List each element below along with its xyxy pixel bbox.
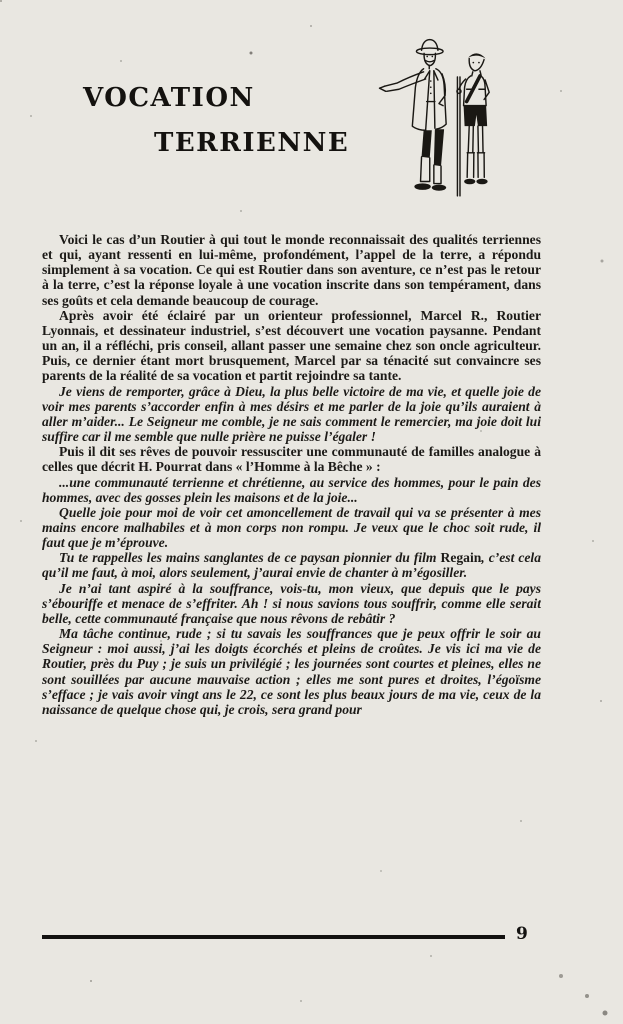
- paragraph: [42, 308, 541, 384]
- paragraph-segment: , c’est cela qu’il me faut, à moi, alors seulement, j’aurai envie de chanter à m’égosiller.: [42, 550, 541, 581]
- paragraph-segment: Regain: [440, 550, 482, 566]
- paragraph: [42, 581, 541, 626]
- page-title-line1: VOCATION: [83, 83, 255, 113]
- paragraph-segment: Je viens de remporter, grâce à Dieu, la plus belle victoire de ma vie, et quelle joie de voir mes parents s’accorder enfin à mes désirs et me parler de la joie qu’ils auraient à aller m’aider... Le Seigneur me comble, je ne sais comment le remercier, ma joie doit lui suffire car il me semble que nulle prière ne puisse l’égaler !: [42, 383, 541, 445]
- paragraph-segment: Voici le cas d’un Routier à qui tout le monde reconnaissait des qualités terriennes et qui, ayant ressenti en lui-même, profondément, l’appel de la terre, a répondu simplement à sa vocation. Ce qui est Routier dans son aventure, ce n’est pas le retour à la terre, c’est la réponse loyale à une vocation inscrite dans son tempérament, dans ses goûts et cela demande beaucoup de courage.: [42, 232, 541, 308]
- page-title-line2: TERRIENNE: [154, 128, 350, 158]
- paragraph: [42, 626, 541, 717]
- paragraph-segment: Ma tâche continue, rude ; si tu savais les souffrances que je peux offrir le soir au Seigneur : moi aussi, j’ai les doigts écorchés et pleins de croûtes. Je vis ici ma vie de Routier, près du Puy ; je suis un privilégié ; les journées sont courtes et pleines, elles ne sont souillées par aucune mauvaise action ; elles me sont pures et droites, l’égoïsme s’efface ; je vais avoir vingt ans le 22, ce sont les plus beaux jours de ma vie, ceux de la naissance de quelque chose qui, je crois, sera grand pour: [42, 626, 541, 717]
- page-number: 9: [516, 924, 528, 944]
- footer-rule: [42, 935, 505, 939]
- paragraph-segment: Je n’ai tant aspiré à la souffrance, vois-tu, mon vieux, que depuis que le pays s’ébouriffe et menace de s’effriter. Ah ! si nous savions tous souffrir, comme elle serait belle, cette communauté française que nous rêvons de rebâtir ?: [42, 580, 541, 626]
- scouts-illustration: [378, 38, 502, 202]
- paragraph-segment: ...une communauté terrienne et chrétienne, au service des hommes, pour le pain des hommes, avec des gosses plein les maisons et de la joie...: [42, 474, 541, 505]
- paragraph: [42, 384, 541, 445]
- paragraph-segment: Après avoir été éclairé par un orienteur professionnel, Marcel R., Routier Lyonnais, et dessinateur industriel, s’est découvert une vocation paysanne. Pendant un an, il a réfléchi, pris conseil, allant passer une semaine chez son oncle agriculteur. Puis, ce dernier étant mort brusquement, Marcel par sa ténacité sut convaincre ses parents de la réalité de sa vocation et partit rejoindre sa tante.: [42, 307, 541, 384]
- paragraph: [42, 232, 541, 308]
- old-farmer-and-scout-drawing-icon: [378, 38, 502, 202]
- paragraph-segment: Quelle joie pour moi de voir cet amoncellement de travail qui va se présenter à mes mains encore malhabiles et à mon corps non rompu. Je veux que le choc soit rude, il faut que je m’éprouve.: [42, 504, 541, 551]
- paper-noise-speckles: [0, 0, 2, 2]
- paragraph: [42, 550, 541, 580]
- paragraph: [42, 505, 541, 550]
- paragraph-segment: Tu te rappelles les mains sanglantes de ce paysan pionnier du film: [59, 550, 441, 566]
- paragraph: [42, 444, 541, 474]
- paragraph-segment: Puis il dit ses rêves de pouvoir ressusciter une communauté de familles analogue à celles que décrit H. Pourrat dans « l’Homme à la Bêche » :: [42, 444, 541, 475]
- article-body: [42, 232, 541, 926]
- paragraph: [42, 475, 541, 505]
